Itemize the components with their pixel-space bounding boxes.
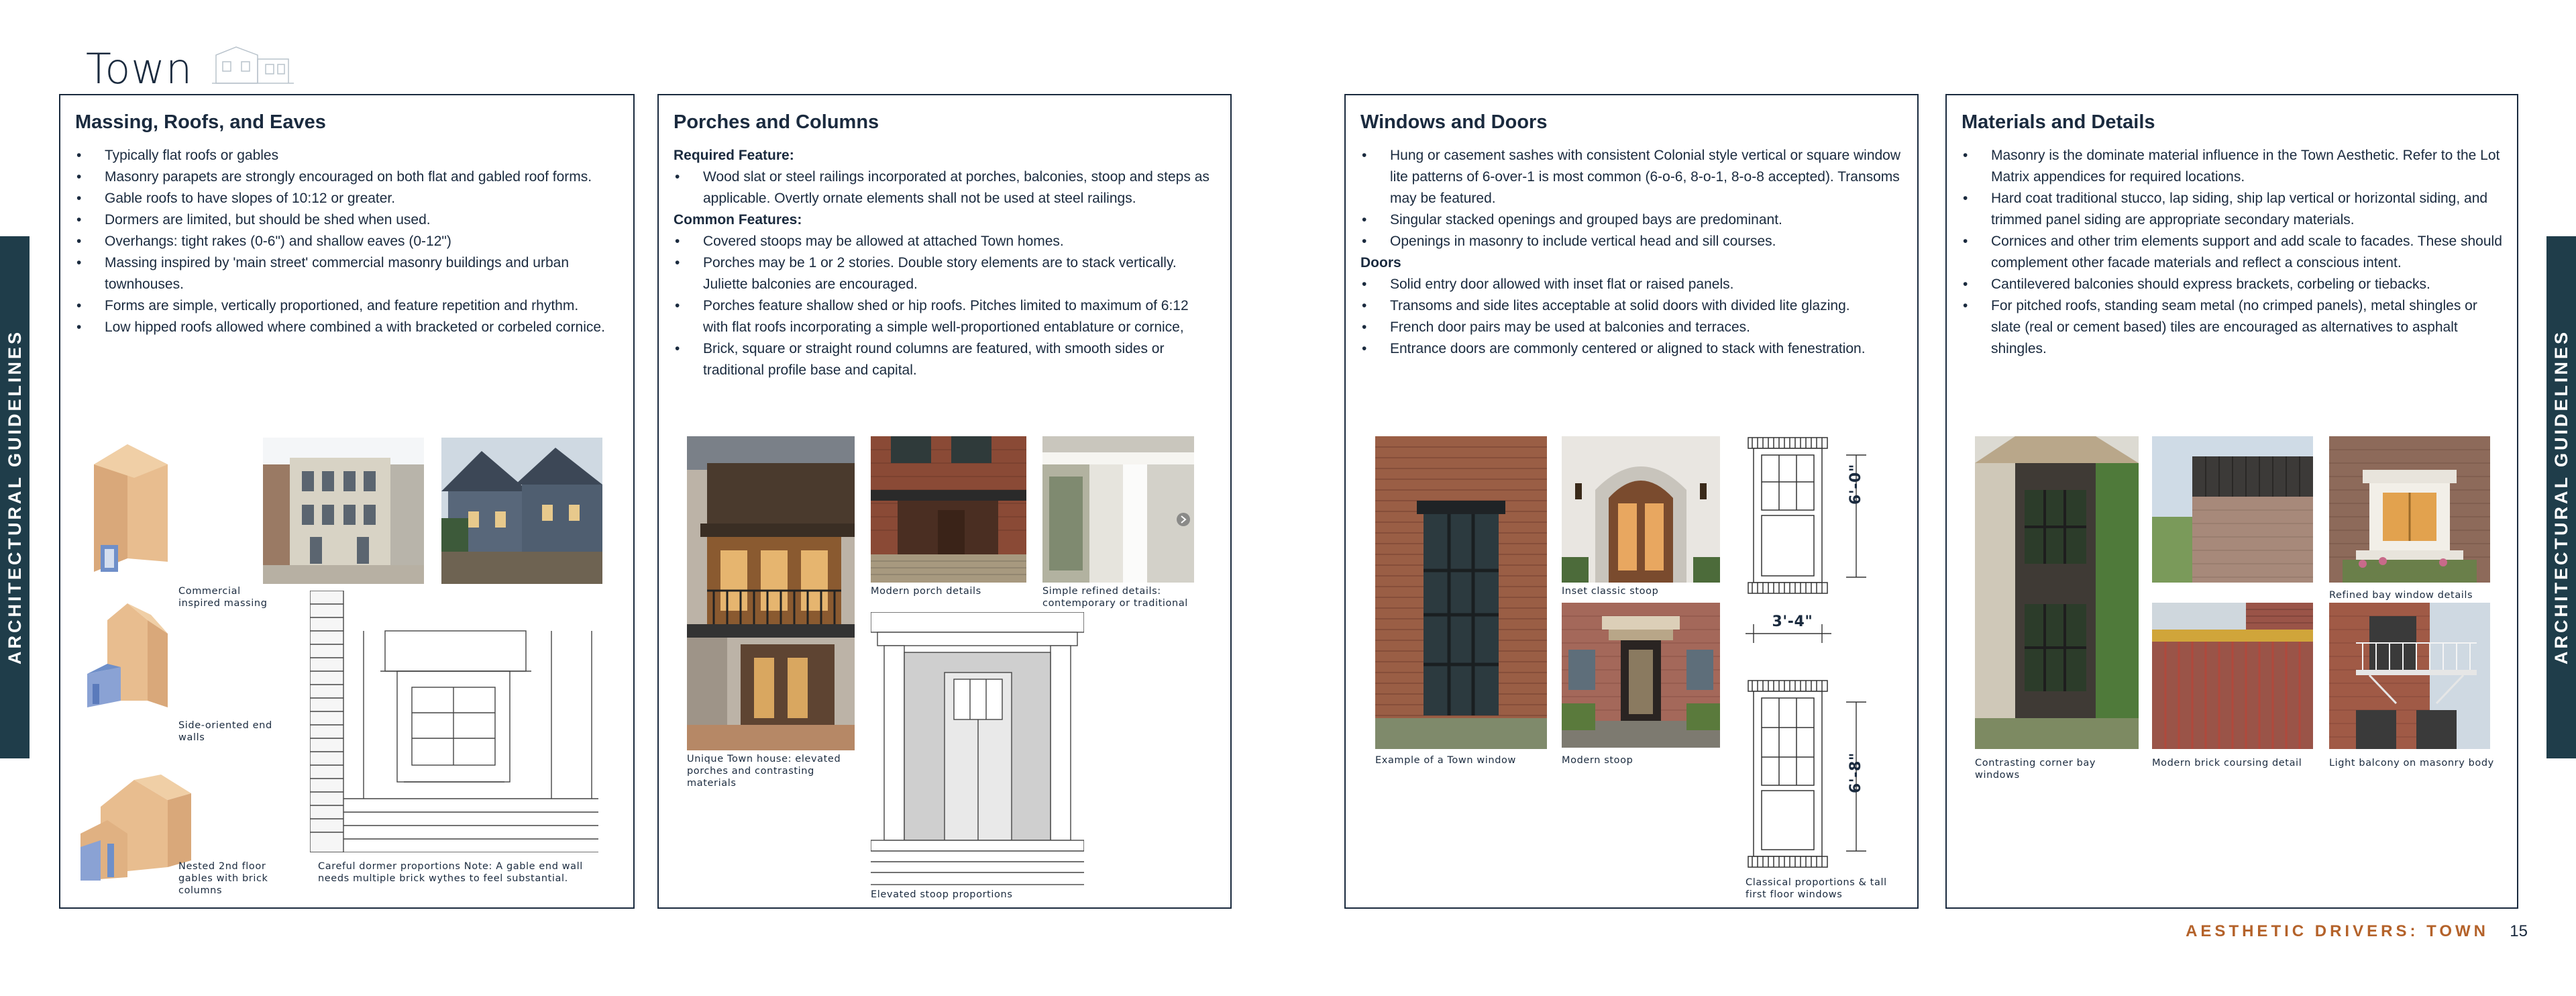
page-title: Town: [86, 44, 193, 93]
massing-text: [75, 145, 619, 338]
dimension-bottom: 6'-8": [1847, 752, 1864, 793]
photo-elevated-porch: [687, 436, 855, 750]
footer-section-label: AESTHETIC DRIVERS: TOWN: [2186, 922, 2489, 940]
caption-commercial: Commercial inspired massing: [178, 586, 268, 609]
bullet-item: • Hung or casement sashes with consistent Colonial style vertical or square window lite patterns of 6-over-1 is most common (6-o-6, 8-o-1, 8-o-8 accepted). Transoms may be featured.: [1360, 145, 1902, 209]
bullet-item: • Forms are simple, vertically proportioned, and feature repetition and rhythm.: [75, 295, 619, 317]
panel-heading: Materials and Details: [1962, 111, 2155, 133]
side-tab-right: [2546, 236, 2576, 758]
panel-heading: Windows and Doors: [1360, 111, 1548, 133]
porches-text: [674, 145, 1216, 381]
drawing-elevated-stoop: [871, 612, 1084, 887]
common-features-label: Common Features:: [674, 212, 802, 228]
panel-windows: [1344, 94, 1919, 909]
building-sketch-icon: [209, 42, 297, 89]
massing-model-commercial: [87, 438, 174, 579]
panel-materials: [1945, 94, 2518, 909]
caption-corner-bay: Contrasting corner bay windows: [1975, 758, 2096, 781]
bullet-item: • Masonry is the dominate material influence in the Town Aesthetic. Refer to the Lot Matrix appendices for required locations.: [1962, 145, 2502, 188]
bullet-item: • Transoms and side lites acceptable at solid doors with divided lite glazing.: [1360, 295, 1902, 317]
side-tab-label: ARCHITECTURAL GUIDELINES: [4, 330, 25, 665]
caption-elevated-stoop: Elevated stoop proportions: [871, 889, 1013, 900]
caption-nested: Nested 2nd floor gables with brick columns: [178, 861, 268, 896]
caption-side: Side-oriented end walls: [178, 720, 272, 743]
caption-light-balcony: Light balcony on masonry body: [2329, 758, 2494, 768]
caption-simple-refined: Simple refined details: contemporary or traditional: [1042, 586, 1188, 609]
photo-modern-porch: [871, 436, 1026, 583]
panel-porches: [657, 94, 1232, 909]
photo-modern-stoop: [1562, 603, 1720, 748]
photo-light-balcony: [2329, 603, 2490, 749]
caption-town-window: Example of a Town window: [1375, 755, 1516, 766]
bullet-item: • Dormers are limited, but should be shed when used.: [75, 209, 619, 231]
photo-townhouse-row: [263, 438, 424, 584]
panel-heading: Massing, Roofs, and Eaves: [75, 111, 326, 133]
side-tab-label: ARCHITECTURAL GUIDELINES: [2551, 330, 2571, 665]
photo-simple-refined: [1042, 436, 1194, 583]
panel-massing: [59, 94, 635, 909]
bullet-item: • Entrance doors are commonly centered or aligned to stack with fenestration.: [1360, 338, 1902, 360]
caption-modern-stoop: Modern stoop: [1562, 755, 1633, 766]
caption-unique: Unique Town house: elevated porches and contrasting materials: [687, 754, 841, 789]
caption-modern-porch: Modern porch details: [871, 586, 981, 597]
photo-brick-coursing: [2152, 603, 2313, 749]
caption-brick-coursing: Modern brick coursing detail: [2152, 758, 2302, 768]
dimension-width: 3'-4": [1772, 613, 1813, 630]
drawing-dormer: [310, 591, 598, 852]
bullet-item: • Low hipped roofs allowed where combined a with bracketed or corbeled cornice.: [75, 317, 619, 338]
photo-modern-facade: [2152, 436, 2313, 583]
drawing-window-proportions: [1746, 435, 1900, 878]
bullet-item: • Porches may be 1 or 2 stories. Double story elements are to stack vertically. Juliette balconies are encouraged.: [674, 252, 1216, 295]
bullet-item: • Openings in masonry to include vertical head and sill courses.: [1360, 231, 1902, 252]
caption-bay-window: Refined bay window details: [2329, 590, 2473, 601]
massing-model-nested: [74, 766, 195, 887]
photo-town-window: [1375, 436, 1547, 749]
photo-corner-bay: [1975, 436, 2139, 749]
photo-blue-house: [441, 438, 602, 584]
bullet-item: • Solid entry door allowed with inset flat or raised panels.: [1360, 274, 1902, 295]
bullet-item: • Massing inspired by 'main street' commercial masonry buildings and urban townhouses.: [75, 252, 619, 295]
doors-label: Doors: [1360, 255, 1401, 270]
bullet-item: • Cornices and other trim elements support and add scale to facades. These should complement other facade materials and reflect a conscious intent.: [1962, 231, 2502, 274]
bullet-item: • Brick, square or straight round columns are featured, with smooth sides or traditional profile base and capital.: [674, 338, 1216, 381]
side-tab-left: [0, 236, 30, 758]
materials-text: [1962, 145, 2502, 360]
photo-bay-window: [2329, 436, 2490, 583]
dimension-top: 6'-0": [1847, 464, 1864, 505]
bullet-item: • Overhangs: tight rakes (0-6") and shallow eaves (0-12"): [75, 231, 619, 252]
caption-dormer: Careful dormer proportions Note: A gable end wall needs multiple brick wythes to feel substantial.: [318, 861, 583, 884]
bullet-item: • Hard coat traditional stucco, lap siding, ship lap vertical or horizontal siding, and trimmed panel siding are appropriate secondary materials.: [1962, 188, 2502, 231]
bullet-item: • Gable roofs to have slopes of 10:12 or greater.: [75, 188, 619, 209]
photo-inset-stoop: [1562, 436, 1720, 583]
panel-heading: Porches and Columns: [674, 111, 879, 133]
caption-inset-stoop: Inset classic stoop: [1562, 586, 1659, 597]
required-feature-label: Required Feature:: [674, 148, 794, 163]
bullet-item: • Porches feature shallow shed or hip roofs. Pitches limited to maximum of 6:12 with flat roofs incorporating a simple well-proportioned entablature or cornice,: [674, 295, 1216, 338]
bullet-item: • Cantilevered balconies should express brackets, corbeling or tiebacks.: [1962, 274, 2502, 295]
bullet-item: • Covered stoops may be allowed at attached Town homes.: [674, 231, 1216, 252]
bullet-item: • Wood slat or steel railings incorporated at porches, balconies, stoop and steps as applicable. Overtly ornate elements shall not be used at steel railings.: [674, 166, 1216, 209]
bullet-item: • Typically flat roofs or gables: [75, 145, 619, 166]
windows-text: [1360, 145, 1902, 360]
bullet-item: • French door pairs may be used at balconies and terraces.: [1360, 317, 1902, 338]
page-number: 15: [2510, 922, 2528, 940]
bullet-item: • Masonry parapets are strongly encouraged on both flat and gabled roof forms.: [75, 166, 619, 188]
caption-classical: Classical proportions & tall first floor windows: [1746, 877, 1887, 900]
bullet-item: • For pitched roofs, standing seam metal (no crimped panels), metal shingles or slate (real or cement based) tiles are encouraged as alternatives to asphalt shingles.: [1962, 295, 2502, 360]
bullet-item: • Singular stacked openings and grouped bays are predominant.: [1360, 209, 1902, 231]
massing-model-side: [80, 600, 181, 728]
